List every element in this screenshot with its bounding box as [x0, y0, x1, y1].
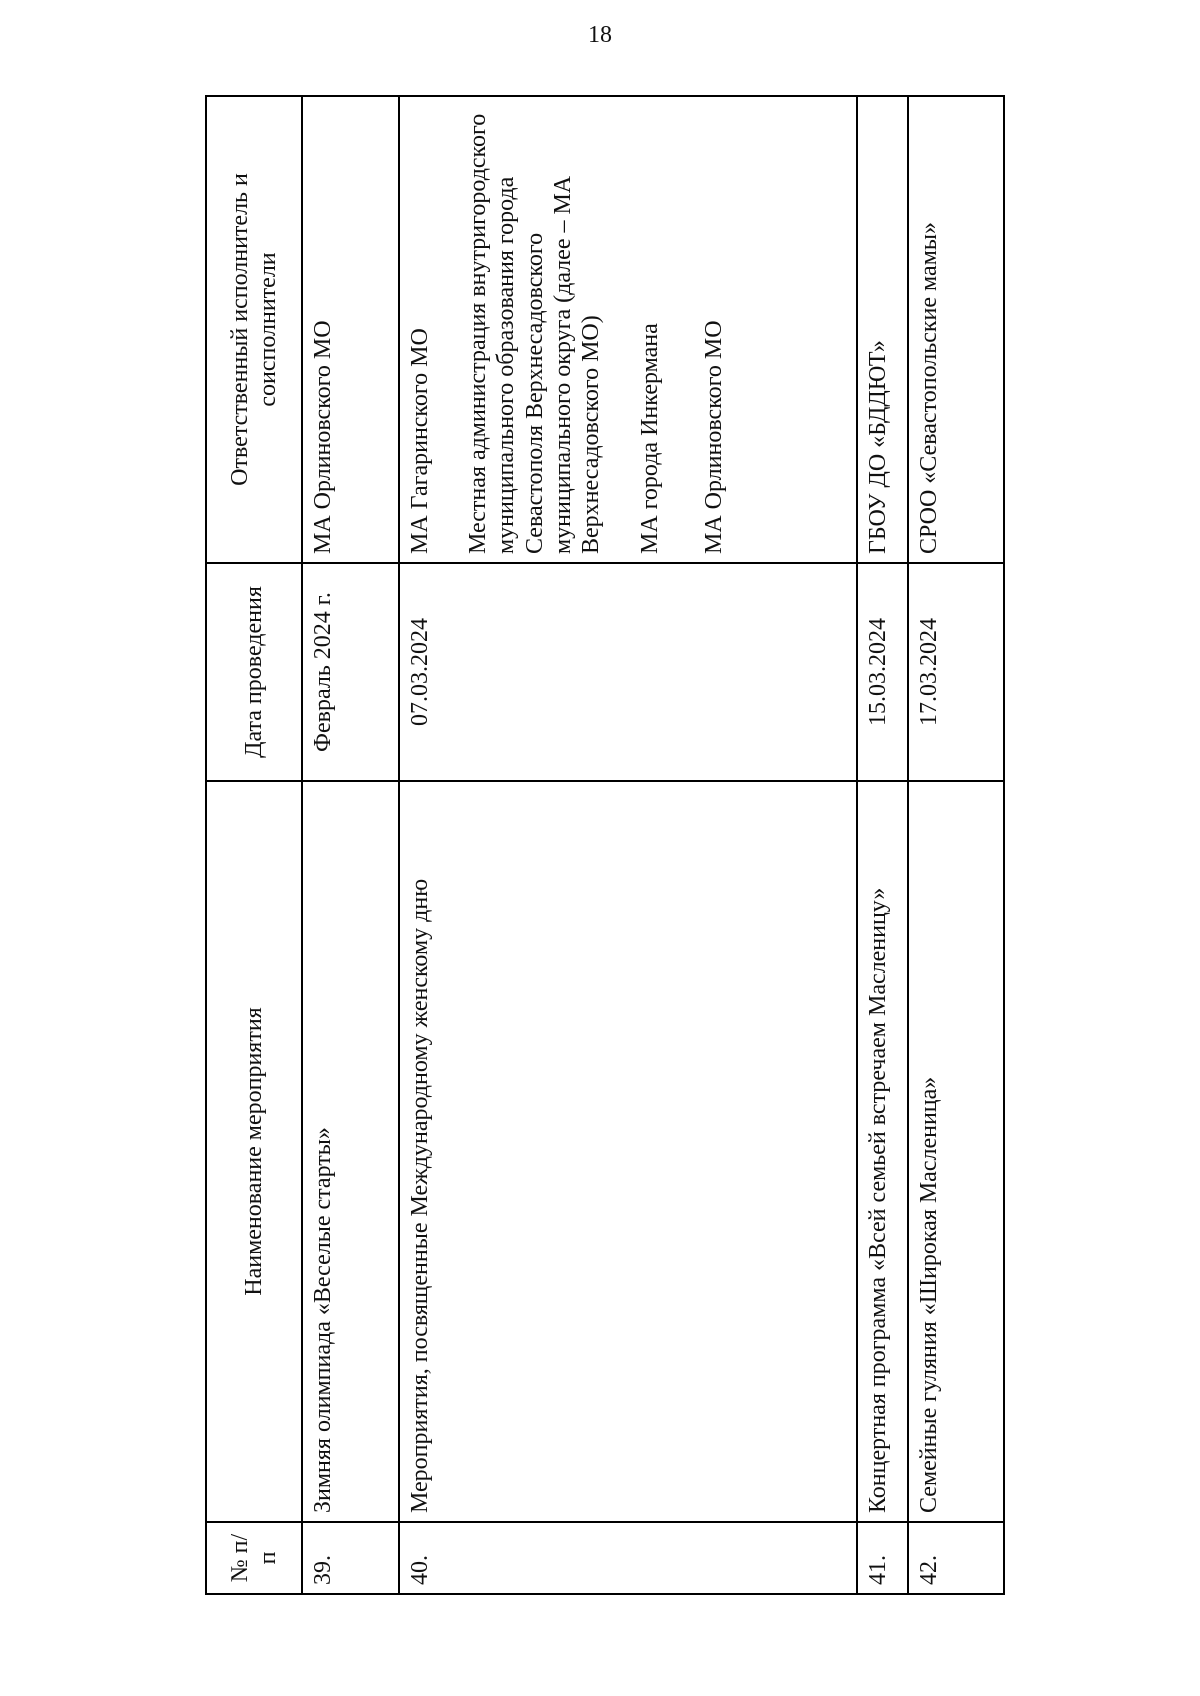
table-row	[302, 96, 398, 1594]
row-date: 17.03.2024	[908, 563, 1004, 781]
row-responsible	[399, 96, 858, 563]
responsible-entry: МА города Инкермана	[636, 323, 663, 554]
header-num: № п/п	[206, 1522, 302, 1594]
table-row	[908, 96, 1004, 1594]
table-row	[399, 96, 858, 1594]
row-name: Семейные гуляния «Широкая Масленица»	[908, 781, 1004, 1522]
row-date: 15.03.2024	[857, 563, 907, 781]
row-date: 07.03.2024	[399, 563, 858, 781]
row-num: 41.	[857, 1522, 907, 1594]
responsible-entry: СРОО «Севастопольские мамы»	[915, 221, 942, 554]
page-number: 18	[588, 22, 612, 48]
responsible-entry: МА Орлиновского МО	[310, 320, 337, 554]
events-table-rotated	[205, 97, 1005, 1595]
row-num: 40.	[399, 1522, 858, 1594]
table-row	[857, 96, 907, 1594]
row-responsible	[908, 96, 1004, 563]
row-responsible	[857, 96, 907, 563]
row-date: Февраль 2024 г.	[302, 563, 398, 781]
events-table	[205, 95, 1005, 1595]
responsible-entry: МА Орлиновского МО	[700, 320, 727, 554]
responsible-entry: Местная администрация внутригородского муниципального образования города Севастополя Верхнесадовского муниципального округа (далее – МА Верхнесадовского МО)	[465, 113, 605, 554]
table-header-row	[206, 96, 302, 1594]
row-responsible	[302, 96, 398, 563]
row-name: Зимняя олимпиада «Веселые старты»	[302, 781, 398, 1522]
row-name: Концертная программа «Всей семьей встречаем Масленицу»	[857, 781, 907, 1522]
responsible-entry: ГБОУ ДО «БДДЮТ»	[865, 340, 892, 554]
row-num: 42.	[908, 1522, 1004, 1594]
row-num: 39.	[302, 1522, 398, 1594]
header-responsible: Ответственный исполнитель и соисполнители	[206, 96, 302, 563]
responsible-entry: МА Гагаринского МО	[406, 328, 433, 554]
row-name: Мероприятия, посвященные Международному женскому дню	[399, 781, 858, 1522]
header-date: Дата проведения	[206, 563, 302, 781]
header-name: Наименование мероприятия	[206, 781, 302, 1522]
